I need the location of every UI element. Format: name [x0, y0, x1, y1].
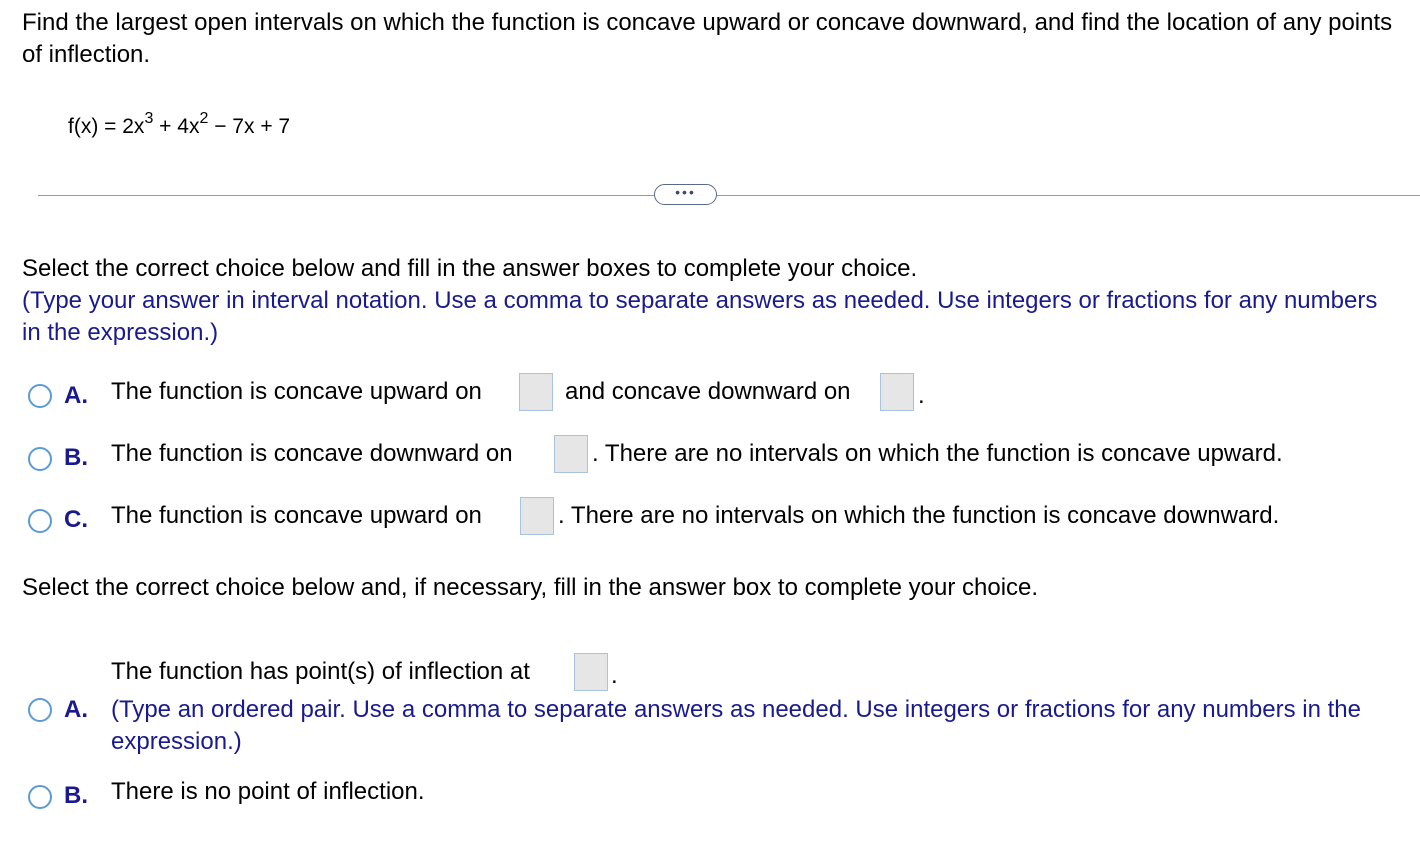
- concave-downward-input[interactable]: [880, 373, 914, 411]
- concave-upward-input[interactable]: [519, 373, 553, 411]
- function-lhs: f(x) = 2x: [68, 115, 145, 138]
- part2-choice-a-radio[interactable]: [28, 698, 52, 722]
- part1-choice-c-letter: C.: [64, 506, 88, 533]
- part2-choice-b-text: There is no point of inflection.: [111, 778, 425, 805]
- question-prompt: Find the largest open intervals on which the function is concave upward or concave downward, and find the location of any points of inflection.: [22, 9, 1393, 68]
- function-rhs: − 7x + 7: [208, 115, 291, 138]
- part2-choice-b-radio[interactable]: [28, 785, 52, 809]
- part2-instruction: Select the correct choice below and, if necessary, fill in the answer box to complete your choice.: [22, 574, 1039, 601]
- part1-choice-c-text: The function is concave upward on: [111, 502, 482, 529]
- part1-choice-b-letter: B.: [64, 444, 88, 471]
- part2-choice-a-hint: (Type an ordered pair. Use a comma to separate answers as needed. Use integers or fractions for any numbers in the expression.): [111, 696, 1361, 755]
- part1-choice-a-letter: A.: [64, 382, 88, 409]
- part2-choice-a-text: The function has point(s) of inflection at: [111, 658, 530, 685]
- part1-choice-c-radio[interactable]: [28, 509, 52, 533]
- part2-choice-a-period: .: [611, 662, 618, 689]
- part1-choice-b-radio[interactable]: [28, 447, 52, 471]
- inflection-point-input[interactable]: [574, 653, 608, 691]
- part2-choice-b-letter: B.: [64, 782, 88, 809]
- section-divider: [38, 195, 1420, 196]
- function-exp-3: 3: [144, 110, 154, 127]
- part1-choice-c-text2: . There are no intervals on which the function is concave downward.: [558, 502, 1280, 529]
- part1-choice-a-radio[interactable]: [28, 384, 52, 408]
- part1-choice-b-text2: . There are no intervals on which the function is concave upward.: [592, 440, 1283, 467]
- part2-choice-a-letter: A.: [64, 696, 88, 723]
- concave-downward-only-input[interactable]: [554, 435, 588, 473]
- more-button[interactable]: •••: [654, 184, 717, 205]
- part1-choice-a-period: .: [918, 382, 925, 409]
- function-exp-2: 2: [199, 110, 209, 127]
- part1-choice-b-text: The function is concave downward on: [111, 440, 513, 467]
- function-expression: [68, 108, 290, 140]
- part1-hint: (Type your answer in interval notation. Use a comma to separate answers as needed. Use integers or fractions for any numbers in the expression.): [22, 287, 1378, 346]
- part1-choice-a-text: The function is concave upward on: [111, 378, 482, 405]
- part1-instruction: Select the correct choice below and fill in the answer boxes to complete your choice.: [22, 255, 918, 282]
- function-mid: + 4x: [153, 115, 200, 138]
- concave-upward-only-input[interactable]: [520, 497, 554, 535]
- part1-choice-a-text2: and concave downward on: [565, 378, 851, 405]
